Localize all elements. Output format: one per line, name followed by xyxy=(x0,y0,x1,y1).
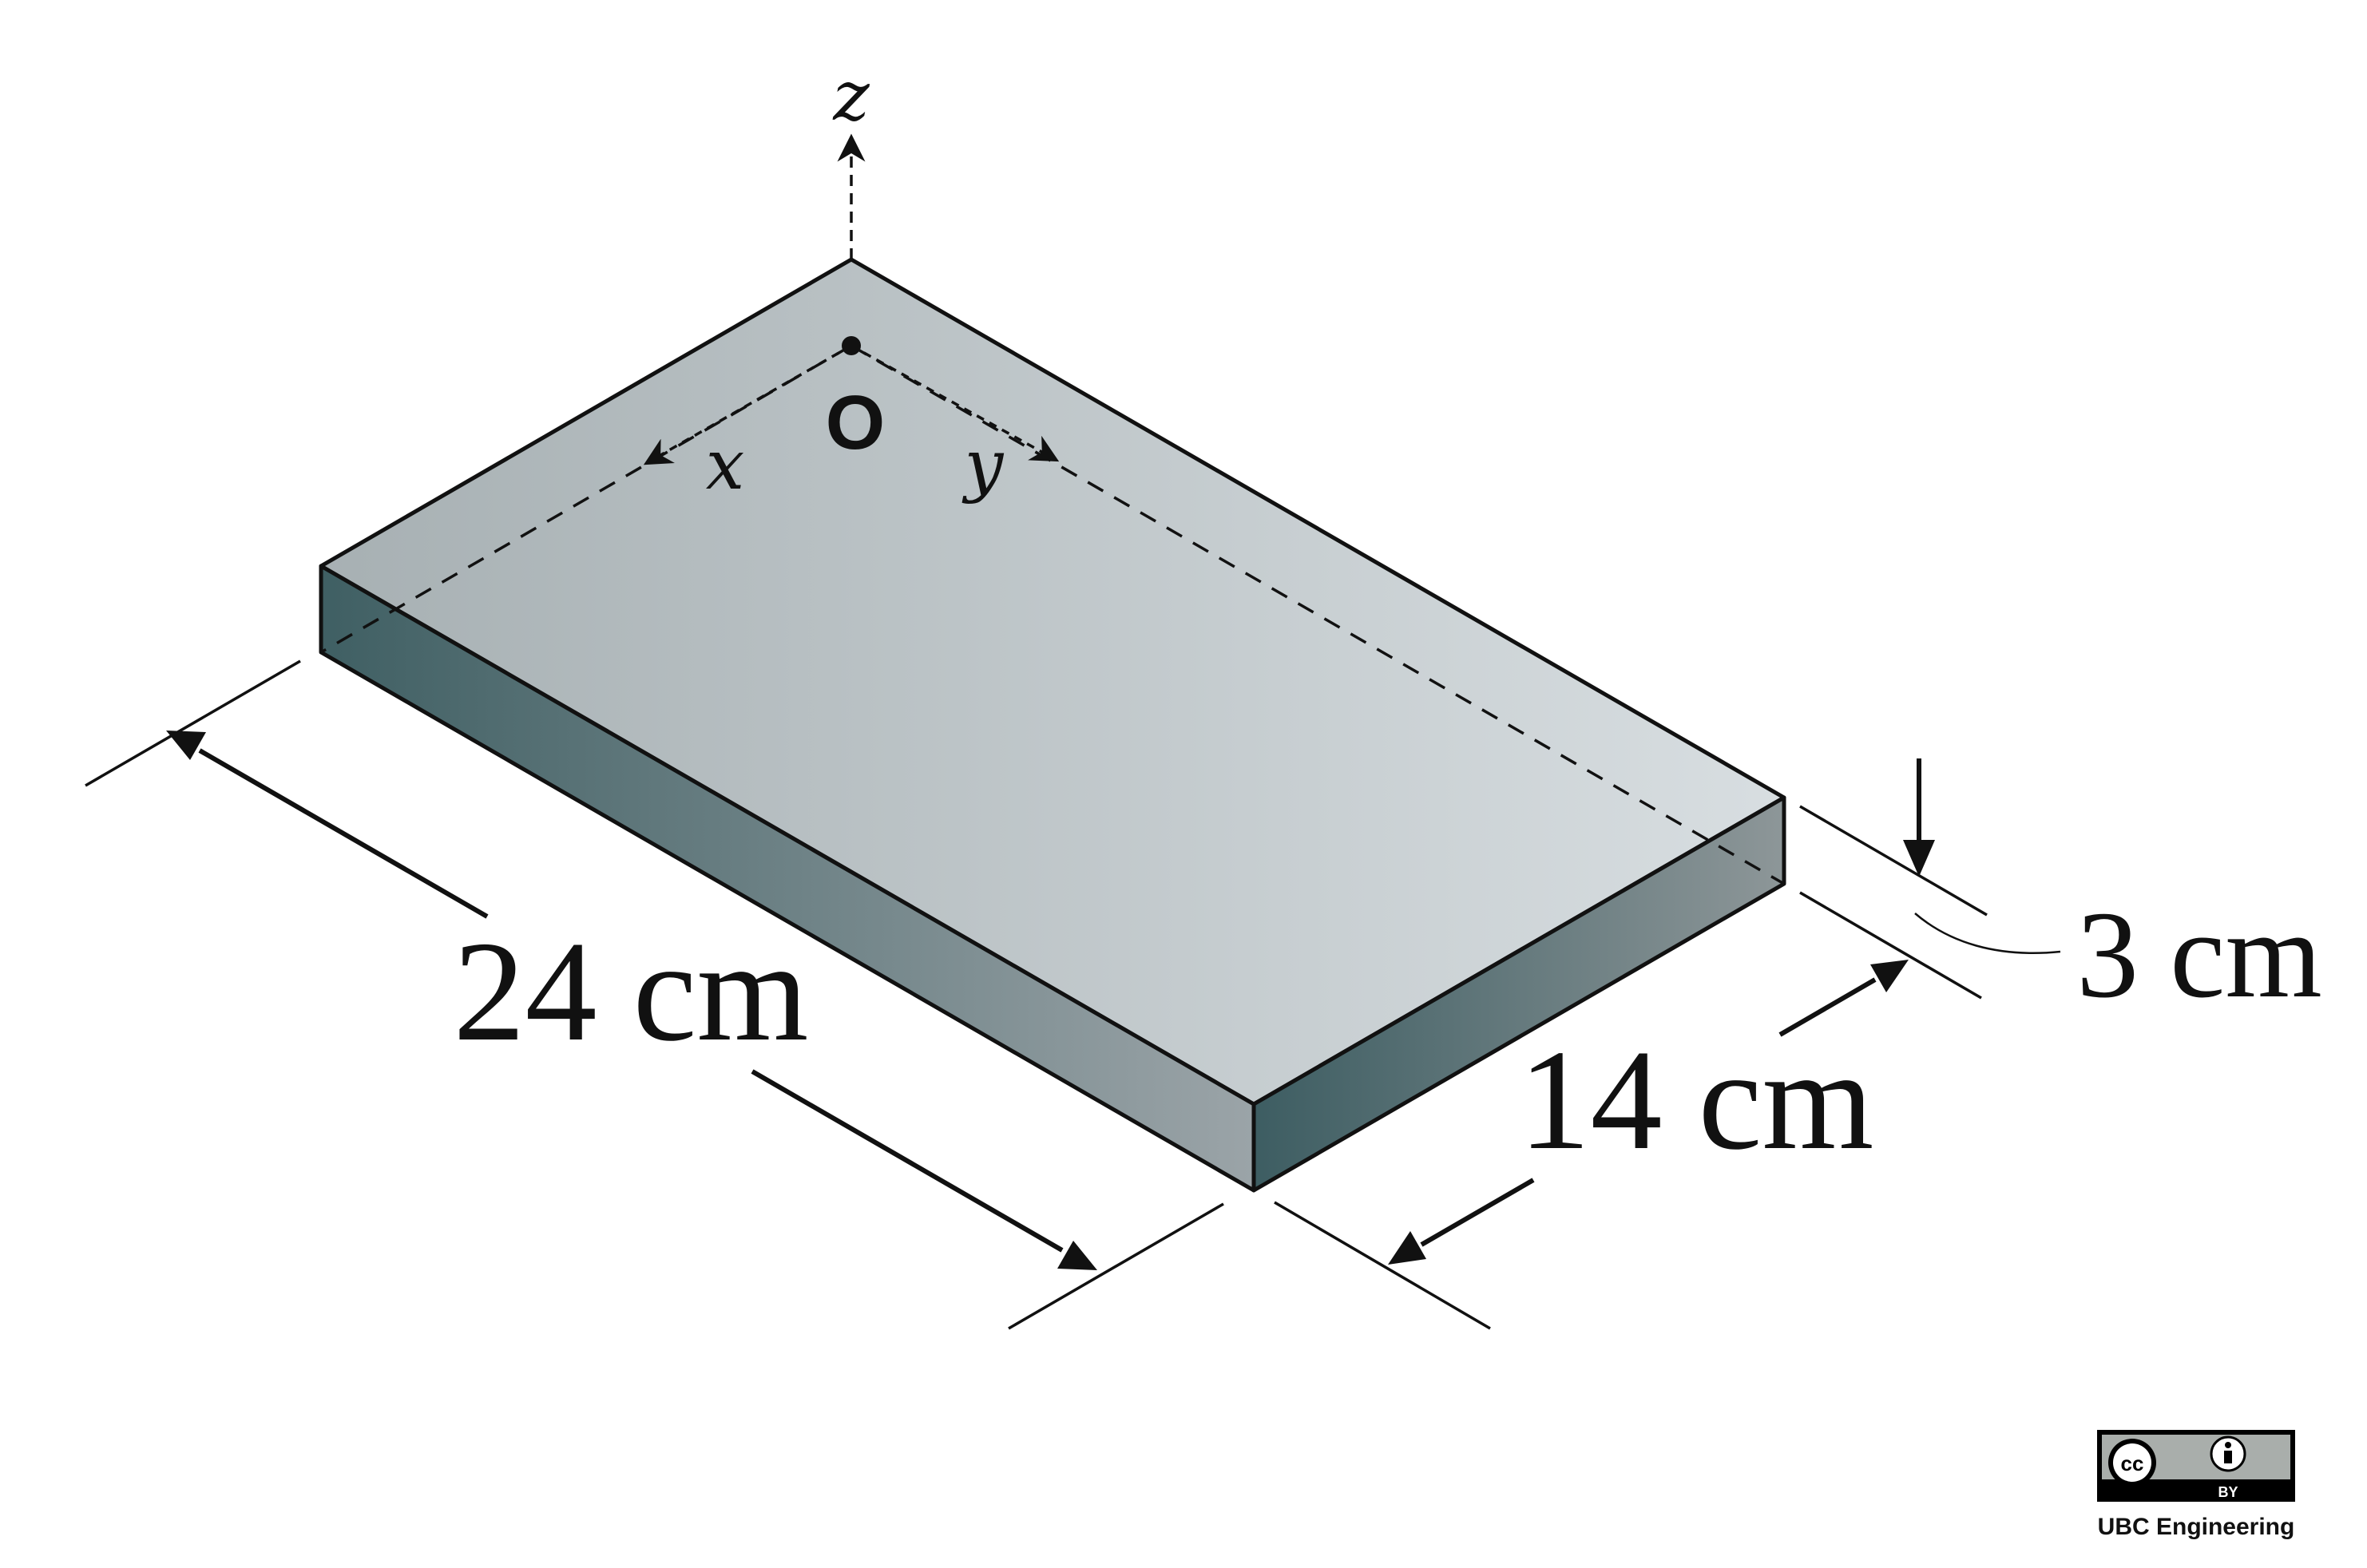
credit-label: UBC Engineering xyxy=(2097,1514,2295,1540)
origin-point xyxy=(842,336,861,355)
x-axis-label: x xyxy=(705,426,745,505)
width-arrowhead-lower xyxy=(1388,1231,1426,1265)
origin-label: O xyxy=(825,380,886,465)
y-axis-label: y xyxy=(964,426,1004,505)
width-dimension-line-lower xyxy=(1421,1180,1533,1245)
length-arrowhead-right xyxy=(1057,1241,1097,1270)
thickness-arrowhead xyxy=(1903,840,1935,877)
width-arrowhead-upper xyxy=(1870,960,1909,992)
z-axis-label: z xyxy=(833,57,870,137)
width-label: 14 cm xyxy=(1518,1020,1874,1179)
length-extension-left xyxy=(85,661,300,786)
length-dimension-line-upper xyxy=(200,750,487,917)
thickness-label: 3 cm xyxy=(2076,885,2322,1024)
length-label: 24 cm xyxy=(453,912,809,1071)
cc-by-badge xyxy=(2097,1430,2295,1502)
length-arrowhead-left xyxy=(166,731,206,760)
thickness-extension-top xyxy=(1800,806,1987,915)
length-dimension-line-lower xyxy=(752,1071,1062,1250)
length-extension-right xyxy=(1009,1204,1223,1328)
cc-icon-text: cc xyxy=(2120,1451,2144,1475)
by-label: BY xyxy=(2218,1484,2238,1500)
thickness-leader-curve xyxy=(1915,913,2060,953)
